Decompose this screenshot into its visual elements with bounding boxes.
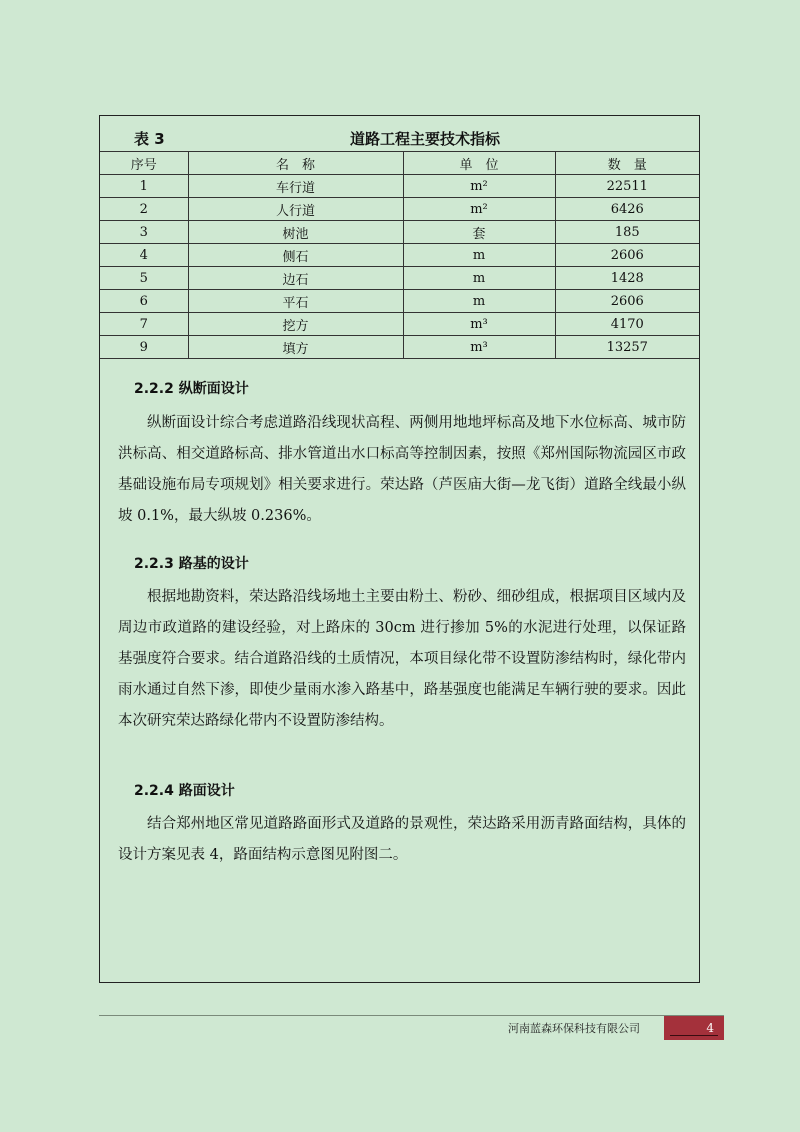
cell-index: 7 bbox=[100, 313, 188, 336]
table-row bbox=[100, 290, 699, 313]
cell-index: 6 bbox=[100, 290, 188, 313]
table-number: 表 3 bbox=[134, 130, 165, 148]
cell-index: 5 bbox=[100, 267, 188, 290]
header-unit: 单 位 bbox=[403, 152, 555, 175]
cell-index: 9 bbox=[100, 336, 188, 359]
cell-name: 平石 bbox=[188, 290, 403, 313]
cell-name: 边石 bbox=[188, 267, 403, 290]
header-name: 名 称 bbox=[188, 152, 403, 175]
page-number: 4 bbox=[706, 1021, 714, 1035]
cell-name: 挖方 bbox=[188, 313, 403, 336]
cell-quantity: 2606 bbox=[555, 290, 699, 313]
section-heading-pavement: 2.2.4 路面设计 bbox=[134, 783, 235, 799]
cell-name: 车行道 bbox=[188, 175, 403, 198]
page-number-underline bbox=[670, 1035, 718, 1036]
table-row bbox=[100, 221, 699, 244]
cell-name: 填方 bbox=[188, 336, 403, 359]
table-caption bbox=[100, 128, 699, 150]
cell-unit: m³ bbox=[403, 313, 555, 336]
cell-unit: m³ bbox=[403, 336, 555, 359]
cell-name: 树池 bbox=[188, 221, 403, 244]
table-row bbox=[100, 175, 699, 198]
cell-index: 3 bbox=[100, 221, 188, 244]
table-row bbox=[100, 198, 699, 221]
footer-company: 河南蓝森环保科技有限公司 bbox=[508, 1022, 640, 1035]
cell-unit: m bbox=[403, 244, 555, 267]
table-header-row bbox=[100, 152, 699, 175]
cell-index: 1 bbox=[100, 175, 188, 198]
cell-quantity: 1428 bbox=[555, 267, 699, 290]
cell-quantity: 4170 bbox=[555, 313, 699, 336]
header-quantity: 数 量 bbox=[555, 152, 699, 175]
cell-quantity: 13257 bbox=[555, 336, 699, 359]
table-row bbox=[100, 313, 699, 336]
page-number-badge bbox=[664, 1016, 724, 1040]
cell-quantity: 2606 bbox=[555, 244, 699, 267]
table-row bbox=[100, 244, 699, 267]
section-heading-subgrade: 2.2.3 路基的设计 bbox=[134, 556, 249, 572]
cell-quantity: 22511 bbox=[555, 175, 699, 198]
cell-unit: m bbox=[403, 290, 555, 313]
table-title: 道路工程主要技术指标 bbox=[350, 130, 501, 148]
cell-index: 2 bbox=[100, 198, 188, 221]
cell-quantity: 185 bbox=[555, 221, 699, 244]
cell-name: 侧石 bbox=[188, 244, 403, 267]
header-index: 序号 bbox=[100, 152, 188, 175]
cell-unit: m² bbox=[403, 175, 555, 198]
cell-unit: m bbox=[403, 267, 555, 290]
table-row bbox=[100, 336, 699, 359]
section-paragraph-longitudinal: 纵断面设计综合考虑道路沿线现状高程、两侧用地地坪标高及地下水位标高、城市防洪标高、相交道路标高、排水管道出水口标高等控制因素，按照《郑州国际物流园区市政基础设施布局专项规划》相关要求进行。荣达路（芦医庙大街—龙飞街）道路全线最小纵坡 0.1%，最大纵坡 0.236%。 bbox=[118, 415, 686, 524]
cell-name: 人行道 bbox=[188, 198, 403, 221]
cell-index: 4 bbox=[100, 244, 188, 267]
cell-unit: m² bbox=[403, 198, 555, 221]
table-row bbox=[100, 267, 699, 290]
cell-unit: 套 bbox=[403, 221, 555, 244]
section-paragraph-pavement: 结合郑州地区常见道路路面形式及道路的景观性，荣达路采用沥青路面结构，具体的设计方案见表 4，路面结构示意图见附图二。 bbox=[118, 816, 686, 863]
section-heading-longitudinal: 2.2.2 纵断面设计 bbox=[134, 381, 249, 397]
technical-index-table bbox=[100, 151, 699, 359]
footer-divider bbox=[99, 1015, 724, 1016]
content-frame bbox=[99, 115, 700, 983]
section-paragraph-subgrade: 根据地勘资料，荣达路沿线场地土主要由粉土、粉砂、细砂组成，根据项目区域内及周边市政道路的建设经验，对上路床的 30cm 进行掺加 5%的水泥进行处理，以保证路基强度符合要求。结合道路沿线的土质情况，本项目绿化带不设置防渗结构时，绿化带内雨水通过自然下渗，即使少量雨水渗入路基中，路基强度也能满足车辆行驶的要求。因此本次研究荣达路绿化带内不设置防渗结构。 bbox=[118, 589, 686, 729]
cell-quantity: 6426 bbox=[555, 198, 699, 221]
